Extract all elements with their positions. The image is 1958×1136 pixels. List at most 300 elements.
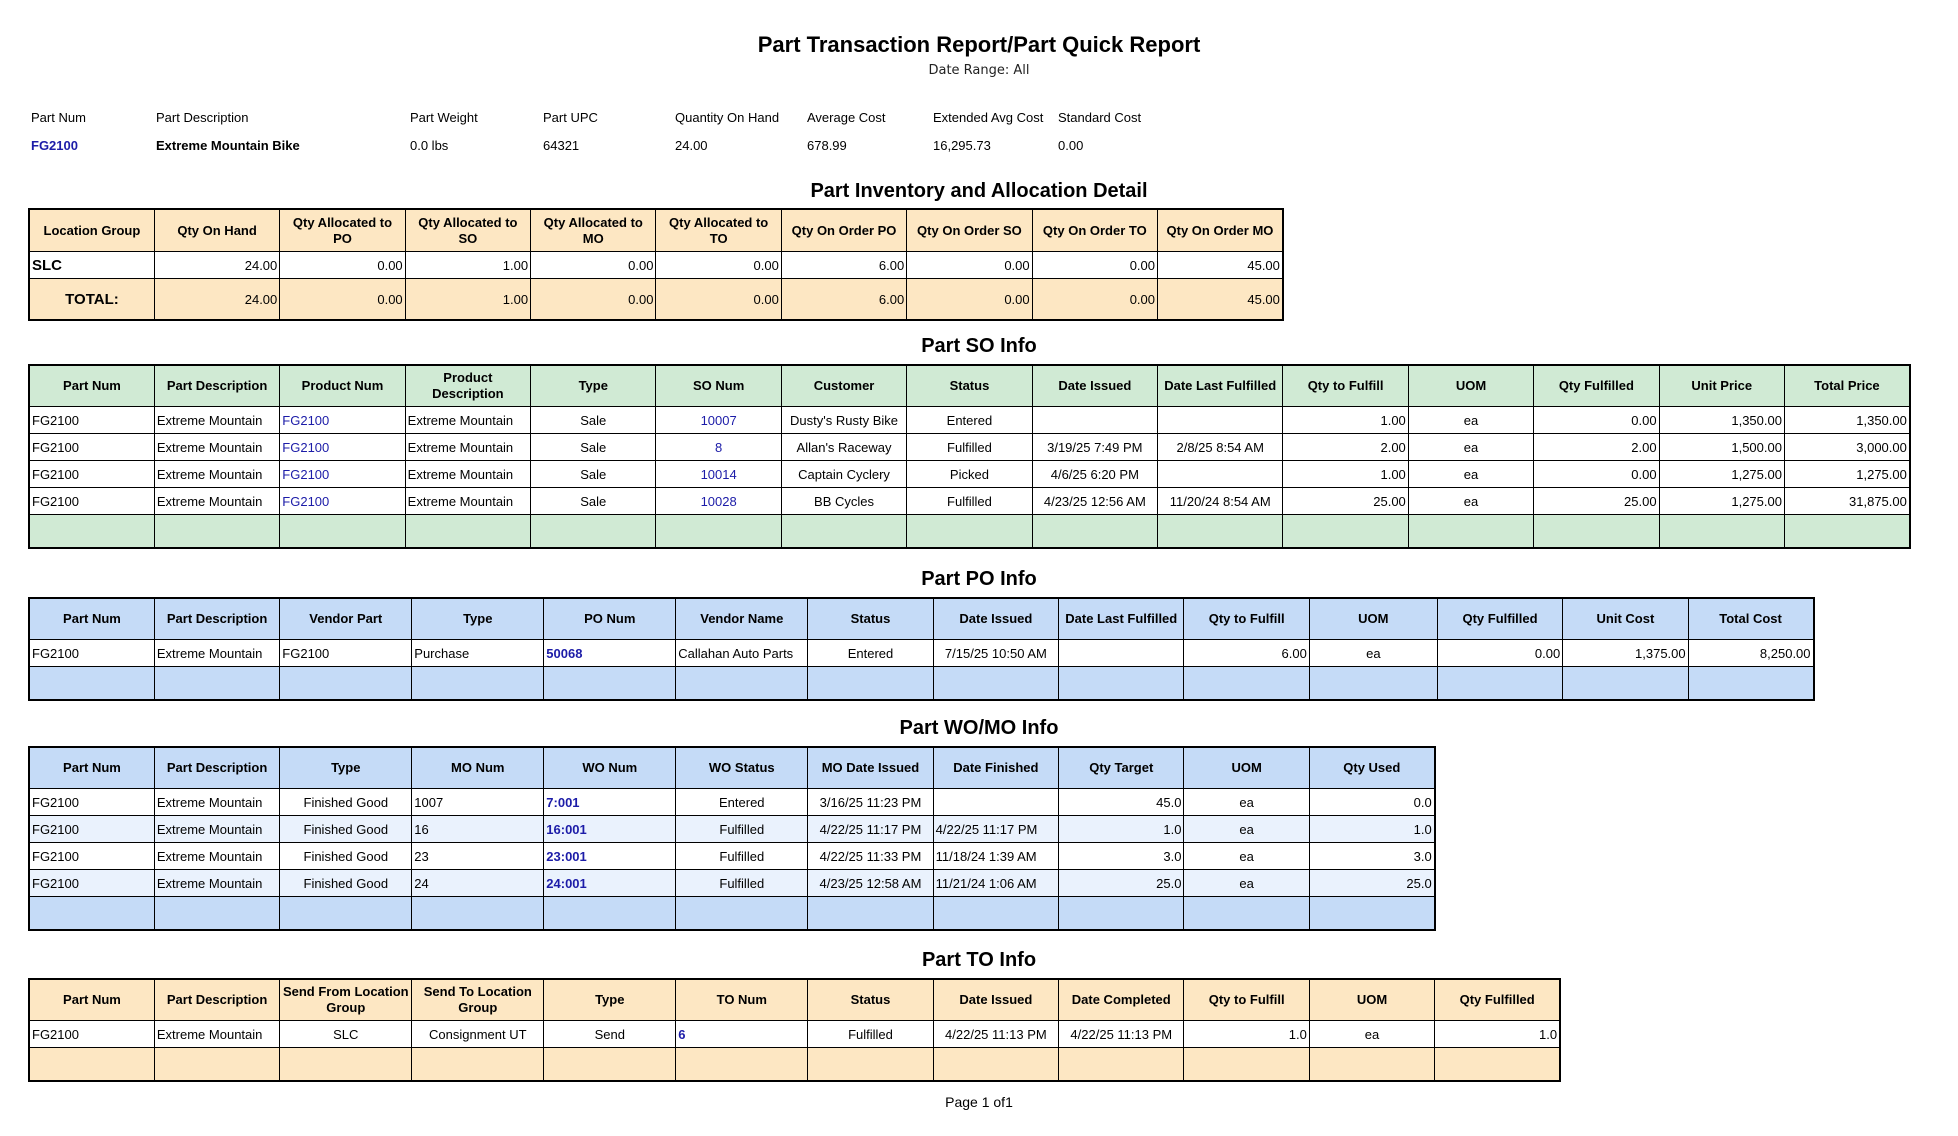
- table-cell: SLC: [280, 1021, 412, 1048]
- table-cell: 6.00: [781, 252, 906, 279]
- table-cell: ea: [1408, 407, 1533, 434]
- part-upc-label: Part UPC: [543, 110, 598, 125]
- column-header: MO Date Issued: [808, 747, 933, 789]
- table-cell: 0.00: [1437, 640, 1562, 667]
- table-cell: 45.00: [1158, 252, 1283, 279]
- blank-row: [29, 897, 1435, 931]
- table-cell: Extreme Mountain: [154, 1021, 279, 1048]
- table-cell: Send: [544, 1021, 676, 1048]
- blank-cell: [544, 667, 676, 701]
- column-header: Qty Allocated to TO: [656, 209, 781, 252]
- column-header: Unit Price: [1659, 365, 1784, 407]
- table-cell: Extreme Mountain: [405, 407, 530, 434]
- standard-cost-label: Standard Cost: [1058, 110, 1142, 125]
- table-cell: 24.00: [154, 252, 279, 279]
- inventory-section-title: Part Inventory and Allocation Detail: [810, 180, 1148, 202]
- table-cell: FG2100: [29, 434, 154, 461]
- column-header: Location Group: [29, 209, 154, 252]
- part-upc-value: 64321: [543, 138, 580, 153]
- blank-cell: [1184, 1048, 1309, 1082]
- total-cell: 0.00: [280, 279, 405, 321]
- blank-cell: [1059, 897, 1184, 931]
- column-header: Part Num: [29, 979, 154, 1021]
- table-cell: 3.0: [1309, 843, 1434, 870]
- table-cell: 0.00: [907, 252, 1032, 279]
- table-cell: 0.00: [1534, 461, 1659, 488]
- column-header: Qty On Order SO: [907, 209, 1032, 252]
- table-cell: 25.0: [1059, 870, 1184, 897]
- table-cell: Fulfilled: [676, 843, 808, 870]
- blank-cell: [280, 515, 405, 549]
- blank-cell: [907, 515, 1032, 549]
- table-cell: [933, 789, 1058, 816]
- table-cell: 25.00: [1283, 488, 1408, 515]
- to-section-title: Part TO Info: [921, 949, 1037, 971]
- table-cell: 1.00: [1283, 461, 1408, 488]
- blank-cell: [933, 897, 1058, 931]
- total-cell: 24.00: [154, 279, 279, 321]
- column-header: Qty On Hand: [154, 209, 279, 252]
- column-header: Type: [280, 747, 412, 789]
- column-header: TO Num: [676, 979, 808, 1021]
- table-row: [29, 640, 1814, 667]
- table-cell: Fulfilled: [676, 816, 808, 843]
- cell-link[interactable]: 23:001: [544, 843, 676, 870]
- report-subtitle: Date Range: All: [928, 63, 1030, 78]
- table-cell: 0.00: [1032, 252, 1157, 279]
- wo-table: [28, 746, 1436, 931]
- column-header: Qty On Order TO: [1032, 209, 1157, 252]
- table-cell: 2.00: [1534, 434, 1659, 461]
- table-cell: Purchase: [412, 640, 544, 667]
- cell-link[interactable]: 10028: [656, 488, 781, 515]
- column-header: WO Status: [676, 747, 808, 789]
- blank-cell: [676, 667, 808, 701]
- blank-cell: [405, 515, 530, 549]
- table-cell: ea: [1184, 816, 1309, 843]
- cell-link[interactable]: 24:001: [544, 870, 676, 897]
- column-header: UOM: [1408, 365, 1533, 407]
- table-cell: 3.0: [1059, 843, 1184, 870]
- table-header-row: [29, 747, 1435, 789]
- table-cell: [1158, 461, 1283, 488]
- total-cell: 45.00: [1158, 279, 1283, 321]
- table-row: [29, 407, 1910, 434]
- part-weight-label: Part Weight: [410, 110, 478, 125]
- blank-cell: [781, 515, 906, 549]
- table-cell: 23: [412, 843, 544, 870]
- table-cell: 4/22/25 11:17 PM: [808, 816, 933, 843]
- po-table: [28, 597, 1815, 701]
- table-cell: 4/22/25 11:33 PM: [808, 843, 933, 870]
- so-section-title: Part SO Info: [921, 335, 1037, 357]
- blank-cell: [808, 667, 933, 701]
- table-header-row: [29, 598, 1814, 640]
- table-cell: Sale: [531, 407, 656, 434]
- blank-cell: [29, 1048, 154, 1082]
- table-header-row: [29, 209, 1283, 252]
- table-cell: 1.00: [1283, 407, 1408, 434]
- table-cell: Extreme Mountain: [405, 434, 530, 461]
- standard-cost-value: 0.00: [1058, 138, 1084, 153]
- table-cell: 4/22/25 11:17 PM: [933, 816, 1058, 843]
- part-description-label: Part Description: [156, 110, 249, 125]
- table-cell: SLC: [29, 252, 154, 279]
- table-cell: 45.0: [1059, 789, 1184, 816]
- table-cell: 1,275.00: [1784, 461, 1909, 488]
- table-cell: 1.0: [1435, 1021, 1560, 1048]
- column-header: Qty Target: [1059, 747, 1184, 789]
- page-footer: Page 1 of1: [945, 1094, 1013, 1110]
- blank-cell: [1408, 515, 1533, 549]
- column-header: UOM: [1309, 598, 1437, 640]
- blank-cell: [1563, 667, 1688, 701]
- blank-cell: [1659, 515, 1784, 549]
- table-cell: [1059, 640, 1184, 667]
- table-row: [29, 870, 1435, 897]
- blank-cell: [1309, 1048, 1434, 1082]
- column-header: Date Last Fulfilled: [1158, 365, 1283, 407]
- table-cell: Extreme Mountain: [154, 843, 279, 870]
- blank-cell: [1309, 667, 1437, 701]
- table-cell: 4/23/25 12:58 AM: [808, 870, 933, 897]
- blank-cell: [1534, 515, 1659, 549]
- table-cell: Entered: [676, 789, 808, 816]
- table-cell: 3/16/25 11:23 PM: [808, 789, 933, 816]
- table-cell: 1,275.00: [1659, 461, 1784, 488]
- part-description-value: Extreme Mountain Bike: [156, 138, 300, 153]
- table-cell: 1007: [412, 789, 544, 816]
- column-header: Type: [531, 365, 656, 407]
- table-cell: [1158, 407, 1283, 434]
- column-header: Qty to Fulfill: [1184, 598, 1309, 640]
- table-cell: Extreme Mountain: [154, 816, 279, 843]
- column-header: Qty Fulfilled: [1435, 979, 1560, 1021]
- table-cell: Sale: [531, 461, 656, 488]
- table-cell: Dusty's Rusty Bike: [781, 407, 906, 434]
- quantity-on-hand-label: Quantity On Hand: [675, 110, 780, 125]
- column-header: WO Num: [544, 747, 676, 789]
- table-cell: 0.00: [280, 252, 405, 279]
- column-header: Customer: [781, 365, 906, 407]
- blank-cell: [1688, 667, 1813, 701]
- column-header: Qty On Order MO: [1158, 209, 1283, 252]
- column-header: Send From Location Group: [280, 979, 412, 1021]
- column-header: Qty Used: [1309, 747, 1434, 789]
- quantity-on-hand-value: 24.00: [675, 138, 708, 153]
- blank-cell: [1158, 515, 1283, 549]
- average-cost-value: 678.99: [807, 138, 847, 153]
- column-header: Status: [907, 365, 1032, 407]
- extended-avg-cost-value: 16,295.73: [933, 138, 991, 153]
- blank-cell: [544, 1048, 676, 1082]
- table-cell: Sale: [531, 488, 656, 515]
- table-cell: Fulfilled: [907, 488, 1032, 515]
- table-cell: Captain Cyclery: [781, 461, 906, 488]
- column-header: Status: [808, 979, 933, 1021]
- blank-cell: [676, 897, 808, 931]
- table-cell: 0.00: [1534, 407, 1659, 434]
- column-header: MO Num: [412, 747, 544, 789]
- blank-cell: [1059, 667, 1184, 701]
- column-header: Total Price: [1784, 365, 1909, 407]
- part-num-label: Part Num: [31, 110, 86, 125]
- blank-cell: [808, 1048, 933, 1082]
- cell-link[interactable]: FG2100: [280, 434, 405, 461]
- table-cell: 25.0: [1309, 870, 1434, 897]
- blank-cell: [808, 897, 933, 931]
- table-cell: 7/15/25 10:50 AM: [933, 640, 1058, 667]
- table-cell: Extreme Mountain: [154, 640, 279, 667]
- table-cell: Fulfilled: [808, 1021, 933, 1048]
- part-weight-value: 0.0 lbs: [410, 138, 449, 153]
- cell-link[interactable]: FG2100: [280, 407, 405, 434]
- report-title: Part Transaction Report/Part Quick Report: [757, 32, 1201, 57]
- table-cell: ea: [1309, 640, 1437, 667]
- total-cell: 1.00: [405, 279, 530, 321]
- so-table: [28, 364, 1911, 549]
- column-header: Qty Fulfilled: [1534, 365, 1659, 407]
- blank-cell: [676, 1048, 808, 1082]
- cell-link[interactable]: 16:001: [544, 816, 676, 843]
- total-cell: 0.00: [531, 279, 656, 321]
- table-cell: ea: [1184, 870, 1309, 897]
- table-cell: FG2100: [29, 461, 154, 488]
- blank-cell: [280, 897, 412, 931]
- table-cell: 16: [412, 816, 544, 843]
- blank-cell: [412, 1048, 544, 1082]
- table-cell: 1.0: [1059, 816, 1184, 843]
- column-header: Total Cost: [1688, 598, 1813, 640]
- cell-link[interactable]: 10007: [656, 407, 781, 434]
- table-cell: Extreme Mountain: [154, 870, 279, 897]
- table-cell: 4/22/25 11:13 PM: [1059, 1021, 1184, 1048]
- cell-link[interactable]: 7:001: [544, 789, 676, 816]
- table-cell: Entered: [808, 640, 933, 667]
- table-cell: 6.00: [1184, 640, 1309, 667]
- cell-link[interactable]: FG2100: [280, 461, 405, 488]
- table-header-row: [29, 979, 1560, 1021]
- table-cell: 1.0: [1184, 1021, 1309, 1048]
- blank-cell: [1437, 667, 1562, 701]
- table-cell: 4/22/25 11:13 PM: [933, 1021, 1058, 1048]
- total-row: [29, 279, 1283, 321]
- table-cell: Consignment UT: [412, 1021, 544, 1048]
- table-cell: 3/19/25 7:49 PM: [1032, 434, 1157, 461]
- table-cell: FG2100: [29, 640, 154, 667]
- column-header: Part Num: [29, 365, 154, 407]
- blank-cell: [1784, 515, 1909, 549]
- blank-row: [29, 1048, 1560, 1082]
- table-cell: FG2100: [29, 1021, 154, 1048]
- column-header: Part Description: [154, 598, 279, 640]
- table-cell: Extreme Mountain: [405, 461, 530, 488]
- blank-cell: [412, 897, 544, 931]
- column-header: Qty Fulfilled: [1437, 598, 1562, 640]
- blank-cell: [1184, 897, 1309, 931]
- table-cell: 1,500.00: [1659, 434, 1784, 461]
- column-header: Qty Allocated to SO: [405, 209, 530, 252]
- table-cell: Extreme Mountain: [154, 789, 279, 816]
- blank-cell: [1435, 1048, 1560, 1082]
- total-cell: TOTAL:: [29, 279, 154, 321]
- table-cell: 11/18/24 1:39 AM: [933, 843, 1058, 870]
- table-cell: Extreme Mountain: [405, 488, 530, 515]
- blank-row: [29, 515, 1910, 549]
- table-cell: Fulfilled: [676, 870, 808, 897]
- table-cell: 0.00: [531, 252, 656, 279]
- column-header: Type: [544, 979, 676, 1021]
- table-cell: FG2100: [29, 843, 154, 870]
- table-cell: 1,350.00: [1784, 407, 1909, 434]
- blank-cell: [280, 667, 412, 701]
- column-header: Date Issued: [1032, 365, 1157, 407]
- total-cell: 0.00: [907, 279, 1032, 321]
- column-header: Date Issued: [933, 979, 1058, 1021]
- column-header: Part Description: [154, 747, 279, 789]
- table-cell: 3,000.00: [1784, 434, 1909, 461]
- column-header: UOM: [1184, 747, 1309, 789]
- table-cell: Fulfilled: [907, 434, 1032, 461]
- table-row: [29, 843, 1435, 870]
- column-header: Date Issued: [933, 598, 1058, 640]
- table-cell: Callahan Auto Parts: [676, 640, 808, 667]
- cell-link[interactable]: 50068: [544, 640, 676, 667]
- table-cell: 0.00: [656, 252, 781, 279]
- table-cell: ea: [1408, 434, 1533, 461]
- table-cell: 11/21/24 1:06 AM: [933, 870, 1058, 897]
- blank-cell: [656, 515, 781, 549]
- table-cell: 0.0: [1309, 789, 1434, 816]
- table-cell: Allan's Raceway: [781, 434, 906, 461]
- total-cell: 6.00: [781, 279, 906, 321]
- table-cell: ea: [1408, 461, 1533, 488]
- blank-cell: [154, 667, 279, 701]
- table-cell: Finished Good: [280, 843, 412, 870]
- table-cell: Finished Good: [280, 816, 412, 843]
- column-header: Qty to Fulfill: [1184, 979, 1309, 1021]
- column-header: Vendor Name: [676, 598, 808, 640]
- part-num-link[interactable]: FG2100: [31, 138, 78, 153]
- table-cell: 1,350.00: [1659, 407, 1784, 434]
- cell-link[interactable]: 6: [676, 1021, 808, 1048]
- column-header: UOM: [1309, 979, 1434, 1021]
- table-row: [29, 816, 1435, 843]
- extended-avg-cost-label: Extended Avg Cost: [933, 110, 1044, 125]
- column-header: Qty On Order PO: [781, 209, 906, 252]
- table-cell: 25.00: [1534, 488, 1659, 515]
- table-header-row: [29, 365, 1910, 407]
- total-cell: 0.00: [656, 279, 781, 321]
- column-header: Date Completed: [1059, 979, 1184, 1021]
- cell-link[interactable]: FG2100: [280, 488, 405, 515]
- table-cell: FG2100: [29, 407, 154, 434]
- column-header: Part Description: [154, 979, 279, 1021]
- table-row: [29, 252, 1283, 279]
- table-row: [29, 488, 1910, 515]
- table-row: [29, 1021, 1560, 1048]
- column-header: Part Description: [154, 365, 279, 407]
- average-cost-label: Average Cost: [807, 110, 886, 125]
- table-cell: 11/20/24 8:54 AM: [1158, 488, 1283, 515]
- table-cell: 8,250.00: [1688, 640, 1813, 667]
- table-cell: Extreme Mountain: [154, 488, 279, 515]
- cell-link[interactable]: 8: [656, 434, 781, 461]
- table-cell: Extreme Mountain: [154, 461, 279, 488]
- column-header: Product Description: [405, 365, 530, 407]
- table-cell: 4/6/25 6:20 PM: [1032, 461, 1157, 488]
- column-header: SO Num: [656, 365, 781, 407]
- blank-cell: [29, 897, 154, 931]
- blank-cell: [1283, 515, 1408, 549]
- table-cell: FG2100: [29, 488, 154, 515]
- blank-cell: [154, 1048, 279, 1082]
- blank-cell: [29, 515, 154, 549]
- column-header: Type: [412, 598, 544, 640]
- column-header: Qty Allocated to MO: [531, 209, 656, 252]
- po-section-title: Part PO Info: [921, 568, 1037, 590]
- blank-cell: [154, 897, 279, 931]
- table-row: [29, 461, 1910, 488]
- column-header: Part Num: [29, 598, 154, 640]
- column-header: Qty Allocated to PO: [280, 209, 405, 252]
- table-cell: Extreme Mountain: [154, 407, 279, 434]
- table-cell: 4/23/25 12:56 AM: [1032, 488, 1157, 515]
- table-cell: ea: [1184, 789, 1309, 816]
- table-cell: FG2100: [280, 640, 412, 667]
- table-cell: Extreme Mountain: [154, 434, 279, 461]
- blank-cell: [154, 515, 279, 549]
- column-header: PO Num: [544, 598, 676, 640]
- table-cell: Picked: [907, 461, 1032, 488]
- wo-section-title: Part WO/MO Info: [899, 717, 1059, 739]
- table-cell: 2/8/25 8:54 AM: [1158, 434, 1283, 461]
- table-cell: 1.0: [1309, 816, 1434, 843]
- column-header: Send To Location Group: [412, 979, 544, 1021]
- table-cell: FG2100: [29, 789, 154, 816]
- column-header: Vendor Part: [280, 598, 412, 640]
- table-row: [29, 789, 1435, 816]
- blank-cell: [1184, 667, 1309, 701]
- blank-cell: [280, 1048, 412, 1082]
- column-header: Product Num: [280, 365, 405, 407]
- column-header: Date Finished: [933, 747, 1058, 789]
- blank-cell: [531, 515, 656, 549]
- table-cell: [1032, 407, 1157, 434]
- table-cell: FG2100: [29, 816, 154, 843]
- column-header: Qty to Fulfill: [1283, 365, 1408, 407]
- table-cell: FG2100: [29, 870, 154, 897]
- inventory-table: [28, 208, 1284, 321]
- blank-cell: [544, 897, 676, 931]
- table-cell: Finished Good: [280, 789, 412, 816]
- blank-cell: [1309, 897, 1434, 931]
- column-header: Part Num: [29, 747, 154, 789]
- table-cell: 2.00: [1283, 434, 1408, 461]
- cell-link[interactable]: 10014: [656, 461, 781, 488]
- table-cell: 1,375.00: [1563, 640, 1688, 667]
- table-cell: 1,275.00: [1659, 488, 1784, 515]
- blank-cell: [1059, 1048, 1184, 1082]
- table-cell: ea: [1309, 1021, 1434, 1048]
- table-cell: Sale: [531, 434, 656, 461]
- blank-cell: [933, 667, 1058, 701]
- blank-cell: [29, 667, 154, 701]
- blank-cell: [1032, 515, 1157, 549]
- table-cell: ea: [1184, 843, 1309, 870]
- table-cell: 24: [412, 870, 544, 897]
- table-row: [29, 434, 1910, 461]
